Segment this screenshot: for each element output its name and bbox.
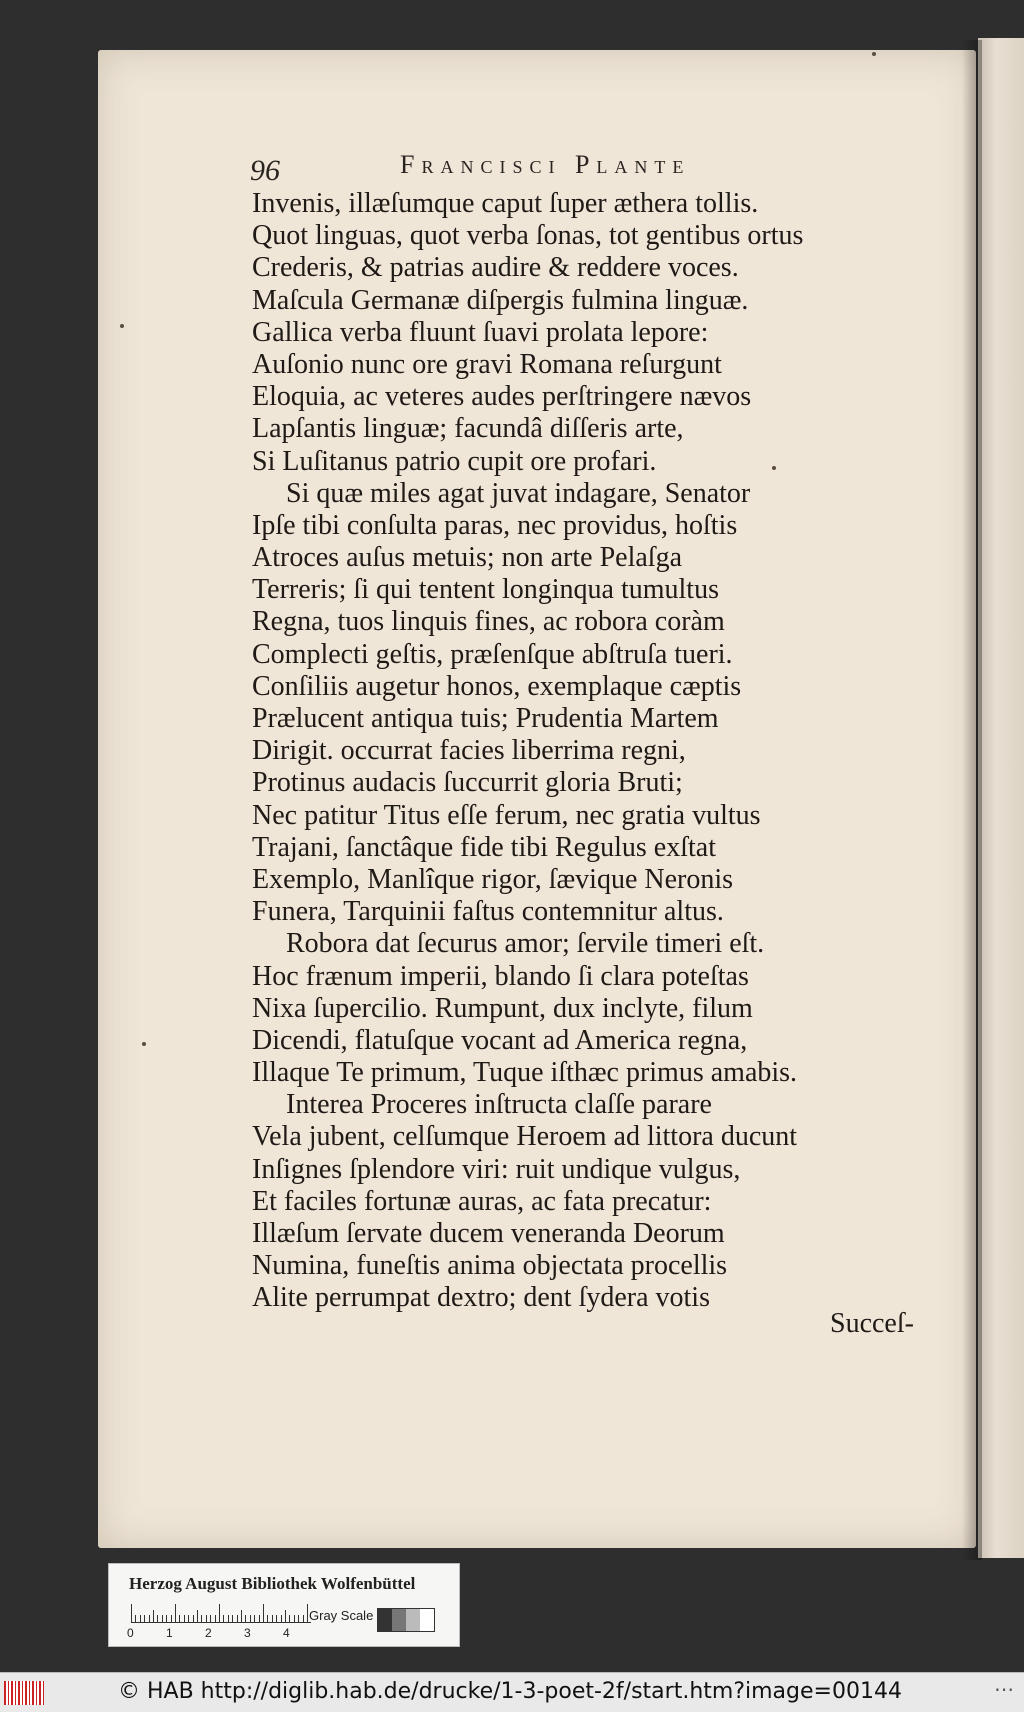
ruler-tick — [276, 1615, 277, 1622]
text-line: Hoc frænum imperii, blando ſi clara poteſtas — [252, 960, 749, 992]
ruler-tick — [259, 1615, 260, 1622]
text-line: Atroces auſus metuis; non arte Pelaſga — [252, 542, 682, 574]
text-line: Et faciles fortunæ auras, ac fata precatur: — [252, 1185, 712, 1217]
ruler-tick — [179, 1615, 180, 1622]
paper-speck — [120, 324, 124, 328]
ruler-tick — [237, 1615, 238, 1622]
text-line: Vela jubent, celſumque Heroem ad littora ducunt — [252, 1121, 798, 1153]
ruler-tick — [223, 1615, 224, 1622]
text-line: Regna, tuos linquis fines, ac robora coràm — [252, 606, 725, 638]
ruler-tick — [188, 1615, 189, 1622]
ruler-tick — [175, 1604, 176, 1622]
ruler-label: 3 — [244, 1626, 251, 1640]
text-line: Exemplo, Manlîque rigor, ſævique Neronis — [252, 863, 734, 895]
status-bar — [0, 1672, 1024, 1712]
text-line: Numina, funeſtis anima objectata procellis — [252, 1250, 728, 1282]
text-line: Dirigit. occurrat facies liberrima regni, — [252, 735, 686, 767]
ruler-tick — [289, 1615, 290, 1622]
text-line: Illaque Te primum, Tuque iſthæc primus amabis. — [252, 1057, 798, 1089]
running-head: Francisci Plante — [400, 150, 691, 179]
ruler-tick — [285, 1610, 286, 1622]
text-line: Auſonio nunc ore gravi Romana reſurgunt — [252, 348, 722, 380]
text-line: Protinus audacis ſuccurrit gloria Bruti; — [252, 767, 683, 799]
ruler-tick — [241, 1610, 242, 1622]
ruler-tick — [131, 1604, 132, 1622]
text-line: Gallica verba fluunt ſuavi prolata lepore: — [252, 316, 709, 348]
ruler-tick — [171, 1615, 172, 1622]
gray-scale-swatch — [377, 1608, 435, 1632]
page-gutter-shadow — [962, 40, 982, 1560]
paper-speck — [142, 1042, 146, 1046]
scale-ruler — [131, 1604, 311, 1623]
ruler-tick — [184, 1615, 185, 1622]
ruler-tick — [228, 1615, 229, 1622]
text-line: Prælucent antiqua tuis; Prudentia Martem — [252, 703, 719, 734]
gray-scale-label: Gray Scale — [309, 1608, 374, 1623]
ruler-label: 1 — [166, 1626, 173, 1640]
ruler-label: 4 — [283, 1626, 290, 1640]
ruler-tick — [254, 1615, 255, 1622]
ruler-tick — [135, 1615, 136, 1622]
ruler-tick — [144, 1615, 145, 1622]
text-line: Nec patitur Titus eſſe ferum, nec gratia vultus — [252, 799, 761, 831]
barcode-icon — [4, 1681, 44, 1705]
ruler-tick — [166, 1615, 167, 1622]
text-line: Funera, Tarquinii faſtus contemnitur altus. — [252, 896, 724, 928]
library-name: Herzog August Bibliothek Wolfenbüttel — [129, 1574, 416, 1593]
poem-text — [252, 188, 892, 1315]
ruler-tick — [272, 1615, 273, 1622]
ruler-tick — [298, 1615, 299, 1622]
more-icon[interactable]: ⋯ — [994, 1677, 1014, 1701]
text-line: Illæſum ſervate ducem veneranda Deorum — [252, 1218, 725, 1249]
ruler-label: 2 — [205, 1626, 212, 1640]
ruler-label: 0 — [127, 1626, 134, 1640]
catchword: Succeſ- — [830, 1308, 914, 1339]
text-line: Eloquia, ac veteres audes perſtringere nævos — [252, 381, 752, 413]
ruler-tick — [201, 1615, 202, 1622]
ruler-tick — [206, 1615, 207, 1622]
text-line: Lapſantis linguæ; facundâ diſſeris arte, — [252, 413, 684, 445]
ruler-tick — [307, 1604, 308, 1622]
ruler-tick — [267, 1615, 268, 1622]
text-line: Alite perrumpat dextro; dent ſydera votis — [252, 1282, 710, 1314]
text-line: Si quæ miles agat juvat indagare, Senator — [286, 477, 751, 509]
text-line: Interea Proceres inſtructa claſſe parare — [286, 1089, 712, 1121]
ruler-tick — [219, 1604, 220, 1622]
ruler-tick — [197, 1610, 198, 1622]
text-line: Invenis, illæſumque caput ſuper æthera tollis. — [252, 188, 759, 219]
ruler-tick — [210, 1615, 211, 1622]
ruler-tick — [215, 1615, 216, 1622]
facing-page-edge — [978, 38, 1024, 1558]
text-line: Conſiliis augetur honos, exemplaque cæptis — [252, 670, 742, 702]
ruler-tick — [250, 1615, 251, 1622]
text-line: Crederis, & patrias audire & reddere voces. — [252, 252, 739, 284]
ruler-tick — [263, 1604, 264, 1622]
text-line: Quot linguas, quot verba ſonas, tot gentibus ortus — [252, 220, 804, 252]
ruler-tick — [157, 1615, 158, 1622]
ruler-tick — [303, 1615, 304, 1622]
text-line: Terreris; ſi qui tentent longinqua tumultus — [252, 574, 719, 606]
copyright-url[interactable]: © HAB http://diglib.hab.de/drucke/1-3-poet-2f/start.htm?image=00144 — [118, 1679, 902, 1704]
page-number: 96 — [250, 154, 280, 187]
ruler-tick — [193, 1615, 194, 1622]
page-header — [250, 150, 770, 190]
text-line: Dicendi, flatuſque vocant ad America regna, — [252, 1024, 748, 1056]
text-line: Complecti geſtis, præſenſque abſtruſa tueri. — [252, 638, 733, 670]
text-line: Nixa ſupercilio. Rumpunt, dux inclyte, filum — [252, 992, 753, 1024]
text-line: Inſignes ſplendore viri: ruit undique vulgus, — [252, 1153, 741, 1185]
text-line: Maſcula Germanæ diſpergis fulmina linguæ. — [252, 284, 749, 316]
ruler-tick — [149, 1615, 150, 1622]
text-line: Trajani, ſanctâque fide tibi Regulus exſtat — [252, 831, 716, 863]
text-line: Ipſe tibi conſulta paras, nec providus, hoſtis — [252, 509, 738, 541]
library-color-card — [108, 1563, 460, 1647]
paper-speck — [872, 52, 876, 56]
text-line: Si Luſitanus patrio cupit ore profari. — [252, 445, 657, 477]
text-line: Robora dat ſecurus amor; ſervile timeri eſt. — [286, 928, 765, 960]
ruler-tick — [294, 1615, 295, 1622]
ruler-tick — [245, 1615, 246, 1622]
ruler-tick — [153, 1610, 154, 1622]
ruler-tick — [140, 1615, 141, 1622]
ruler-tick — [232, 1615, 233, 1622]
ruler-tick — [162, 1615, 163, 1622]
ruler-tick — [281, 1615, 282, 1622]
